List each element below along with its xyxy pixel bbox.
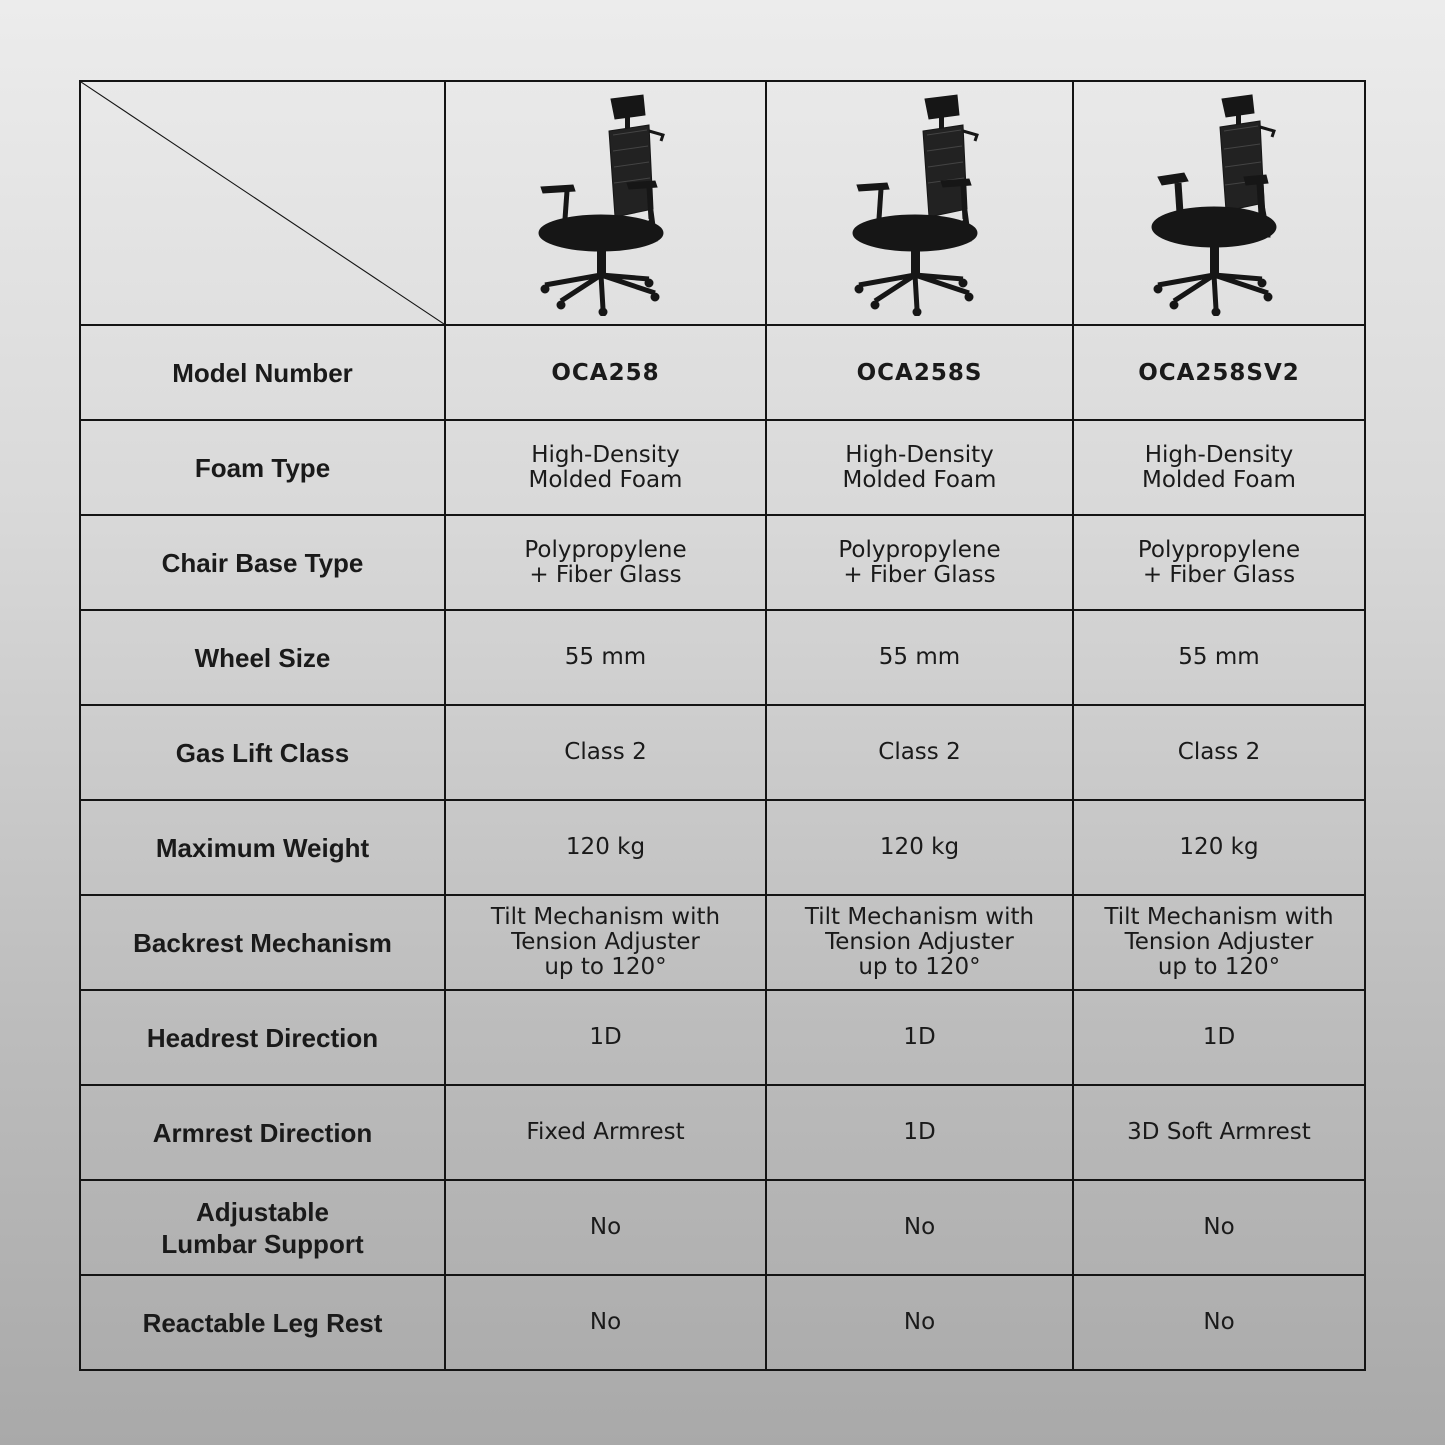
spec-value: 120 kg: [1073, 800, 1365, 895]
spec-row: [80, 1180, 1365, 1275]
row-label: Wheel Size: [80, 610, 445, 705]
spec-value: Class 2: [766, 705, 1073, 800]
row-label: Foam Type: [80, 420, 445, 515]
spec-value: 1D: [445, 990, 766, 1085]
spec-value: Polypropylene + Fiber Glass: [1073, 515, 1365, 610]
spec-value: Tilt Mechanism with Tension Adjuster up to 120°: [1073, 895, 1365, 990]
spec-value: Polypropylene + Fiber Glass: [445, 515, 766, 610]
spec-row: [80, 1085, 1365, 1180]
office-chair-icon: [845, 91, 995, 316]
spec-value: 120 kg: [445, 800, 766, 895]
row-label: Chair Base Type: [80, 515, 445, 610]
spec-row: [80, 610, 1365, 705]
spec-value: Tilt Mechanism with Tension Adjuster up to 120°: [445, 895, 766, 990]
spec-row: [80, 895, 1365, 990]
row-label: Reactable Leg Rest: [80, 1275, 445, 1370]
model-row: [80, 325, 1365, 420]
spec-value: 1D: [766, 990, 1073, 1085]
spec-row: [80, 800, 1365, 895]
spec-value: No: [766, 1180, 1073, 1275]
spec-value: Polypropylene + Fiber Glass: [766, 515, 1073, 610]
spec-value: 1D: [1073, 990, 1365, 1085]
model-number: OCA258S: [766, 325, 1073, 420]
corner-cell: [80, 81, 445, 325]
office-chair-icon: [531, 91, 681, 316]
row-label: Maximum Weight: [80, 800, 445, 895]
spec-value: Fixed Armrest: [445, 1085, 766, 1180]
spec-value: 55 mm: [445, 610, 766, 705]
spec-value: Class 2: [1073, 705, 1365, 800]
product-image-cell: [1073, 81, 1365, 325]
spec-row: [80, 420, 1365, 515]
product-image-cell: [766, 81, 1073, 325]
model-number: OCA258: [445, 325, 766, 420]
spec-value: 55 mm: [1073, 610, 1365, 705]
spec-value: No: [1073, 1180, 1365, 1275]
product-image-cell: [445, 81, 766, 325]
spec-row: [80, 1275, 1365, 1370]
spec-row: [80, 705, 1365, 800]
image-row: [80, 81, 1365, 325]
row-label: Backrest Mechanism: [80, 895, 445, 990]
office-chair-icon: [1144, 91, 1294, 316]
spec-value: 120 kg: [766, 800, 1073, 895]
spec-value: 55 mm: [766, 610, 1073, 705]
spec-value: High-Density Molded Foam: [1073, 420, 1365, 515]
spec-value: 3D Soft Armrest: [1073, 1085, 1365, 1180]
spec-value: No: [766, 1275, 1073, 1370]
comparison-table: [79, 80, 1366, 1371]
spec-row: [80, 990, 1365, 1085]
spec-value: Class 2: [445, 705, 766, 800]
spec-value: Tilt Mechanism with Tension Adjuster up to 120°: [766, 895, 1073, 990]
row-label: Armrest Direction: [80, 1085, 445, 1180]
spec-row: [80, 515, 1365, 610]
spec-value: No: [1073, 1275, 1365, 1370]
spec-value: No: [445, 1275, 766, 1370]
row-label: Model Number: [80, 325, 445, 420]
spec-value: High-Density Molded Foam: [445, 420, 766, 515]
row-label: Adjustable Lumbar Support: [80, 1180, 445, 1275]
spec-value: No: [445, 1180, 766, 1275]
spec-value: 1D: [766, 1085, 1073, 1180]
row-label: Headrest Direction: [80, 990, 445, 1085]
model-number: OCA258SV2: [1073, 325, 1365, 420]
diagonal-line-icon: [81, 82, 444, 324]
spec-value: High-Density Molded Foam: [766, 420, 1073, 515]
row-label: Gas Lift Class: [80, 705, 445, 800]
